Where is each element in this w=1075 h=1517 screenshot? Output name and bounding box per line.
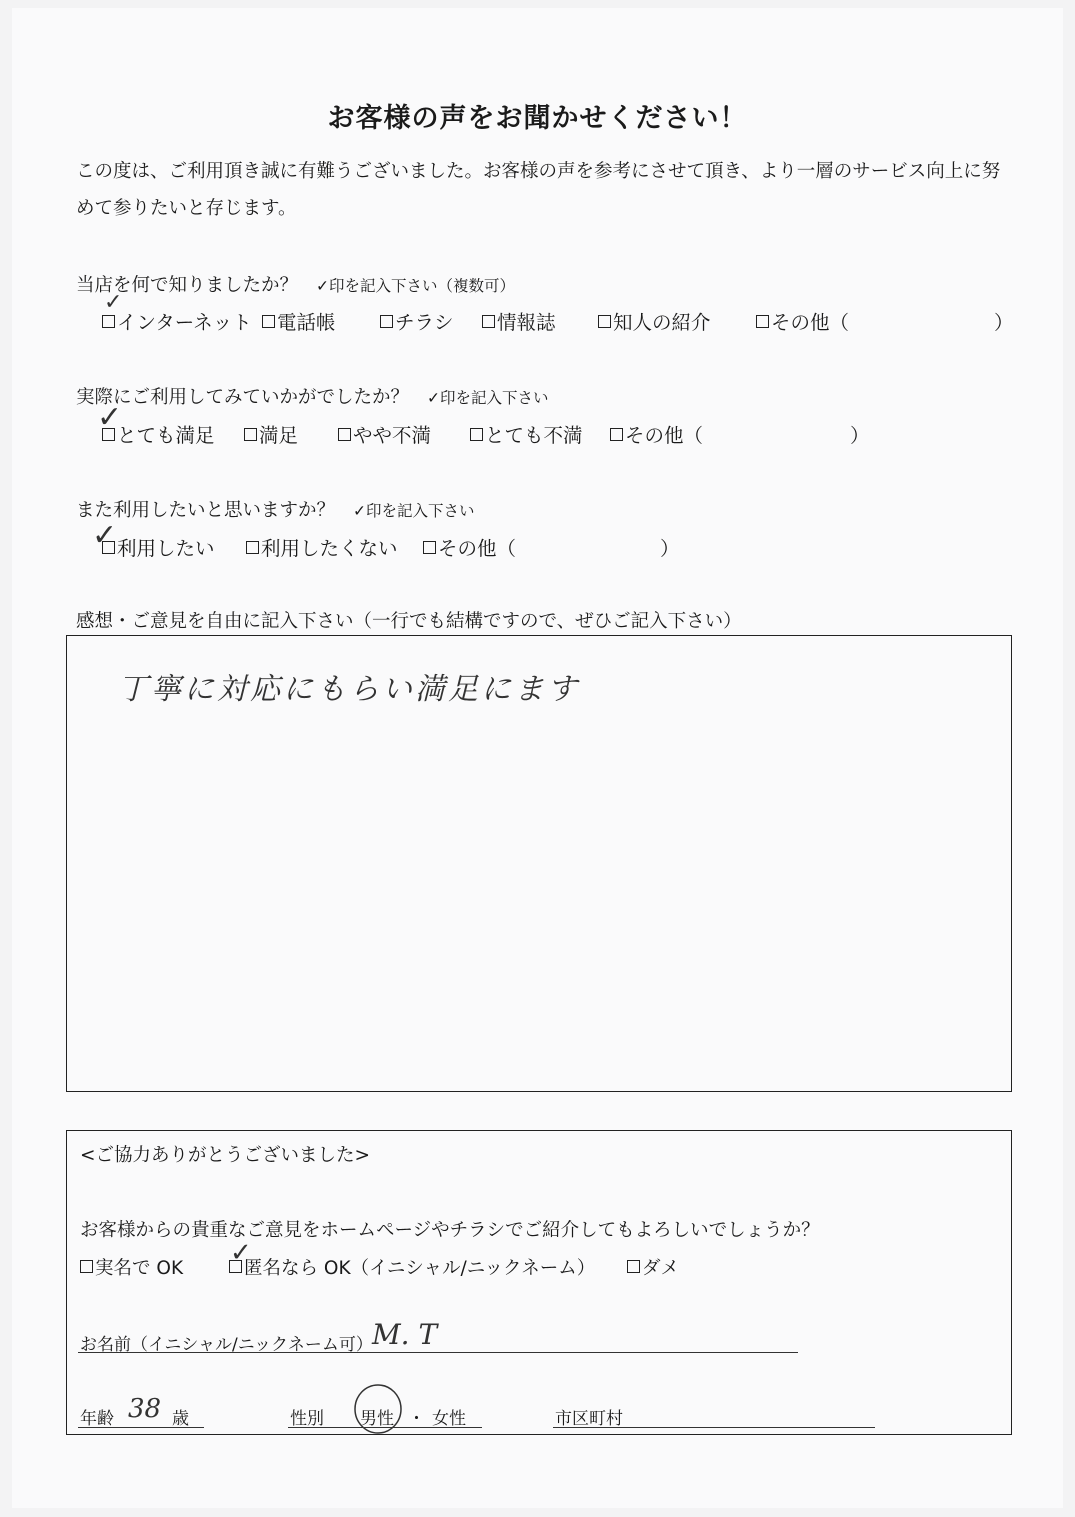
option-very-unsatisfied[interactable]: とても不満	[470, 420, 583, 448]
option-no[interactable]: ダメ	[627, 1254, 679, 1280]
paren-close-2: ）	[850, 424, 870, 447]
checkbox[interactable]	[338, 428, 351, 441]
thanks-text: <ご協力ありがとうございました>	[80, 1145, 371, 1166]
question-2	[76, 383, 549, 409]
question-1-label: 当店を何で知りましたか？	[76, 275, 299, 296]
handwritten-check-icon: ✓	[104, 290, 123, 315]
comment-label: 感想・ご意見を自由に記入下さい（一行でも結構ですので、ぜひご記入下さい）	[76, 611, 742, 632]
checkbox[interactable]	[598, 315, 611, 328]
handwritten-check-icon: ✓	[92, 518, 118, 553]
option-phonebook[interactable]: 電話帳	[262, 307, 336, 335]
option-very-satisfied[interactable]: とても満足	[102, 420, 215, 448]
option-flyer[interactable]: チラシ	[380, 307, 454, 335]
option-slightly-unsatisfied[interactable]: やや不満	[338, 420, 431, 448]
paren-close-3: ）	[660, 537, 680, 560]
checkbox[interactable]	[80, 1260, 93, 1273]
age-underline	[78, 1427, 204, 1428]
comment-handwriting: 丁寧に対応にもらい満足にます	[118, 672, 580, 707]
option-magazine[interactable]: 情報誌	[482, 307, 556, 335]
age-label: 年齢	[80, 1409, 114, 1429]
gender-male[interactable]: 男性	[360, 1409, 394, 1429]
option-satisfied[interactable]: 満足	[244, 420, 298, 448]
checkbox[interactable]	[244, 428, 257, 441]
name-underline	[78, 1352, 798, 1353]
question-3-hint: ✓印を記入下さい	[353, 502, 475, 520]
question-1-hint: ✓印を記入下さい（複数可）	[316, 277, 516, 295]
option-other-3[interactable]: その他（	[423, 533, 516, 561]
question-1	[76, 271, 515, 297]
city-label: 市区町村	[555, 1409, 623, 1429]
gender-separator: ・	[408, 1409, 425, 1429]
intro-text: この度は、ご利用頂き誠に有難うございました。お客様の声を参考にさせて頂き、より一層のサービス向上に努めて参りたいと存じます。	[76, 161, 1001, 219]
handwritten-check-icon: ✓	[230, 1238, 252, 1268]
checkbox[interactable]	[627, 1260, 640, 1273]
question-3-label: また利用したいと思いますか？	[76, 500, 336, 521]
option-internet[interactable]: インターネット	[102, 307, 252, 335]
page-title: お客様の声をお聞かせください！	[327, 103, 748, 134]
option-use-again[interactable]: 利用したい	[102, 533, 215, 561]
option-anonymous[interactable]: 匿名なら OK（イニシャル/ニックネーム）	[229, 1254, 595, 1280]
age-unit: 歳	[172, 1409, 189, 1429]
paren-close-1: ）	[994, 311, 1014, 334]
name-label: お名前（イニシャル/ニックネーム可）	[80, 1335, 373, 1355]
option-other-1[interactable]: その他（	[756, 307, 849, 335]
gender-label: 性別	[290, 1409, 324, 1429]
checkbox[interactable]	[102, 315, 115, 328]
checkbox[interactable]	[423, 541, 436, 554]
age-value: 38	[128, 1394, 162, 1424]
question-2-label: 実際にご利用してみていかがでしたか？	[76, 387, 410, 408]
question-3	[76, 496, 475, 522]
option-referral[interactable]: 知人の紹介	[598, 307, 711, 335]
option-real-name[interactable]: 実名で OK	[80, 1254, 183, 1280]
gender-circle-icon	[352, 1382, 404, 1438]
name-value: M. T	[372, 1318, 438, 1351]
checkbox[interactable]	[246, 541, 259, 554]
city-underline	[553, 1427, 875, 1428]
checkbox[interactable]	[380, 315, 393, 328]
checkbox[interactable]	[262, 315, 275, 328]
handwritten-check-icon: ✓	[97, 400, 123, 435]
checkbox[interactable]	[610, 428, 623, 441]
question-2-hint: ✓印を記入下さい	[427, 389, 549, 407]
checkbox[interactable]	[482, 315, 495, 328]
gender-female[interactable]: 女性	[432, 1409, 466, 1429]
consent-question: お客様からの貴重なご意見をホームページやチラシでご紹介してもよろしいでしょうか？	[80, 1220, 820, 1241]
option-not-use-again[interactable]: 利用したくない	[246, 533, 398, 561]
checkbox[interactable]	[470, 428, 483, 441]
option-other-2[interactable]: その他（	[610, 420, 703, 448]
consent-box	[66, 1130, 1012, 1435]
checkbox[interactable]	[756, 315, 769, 328]
